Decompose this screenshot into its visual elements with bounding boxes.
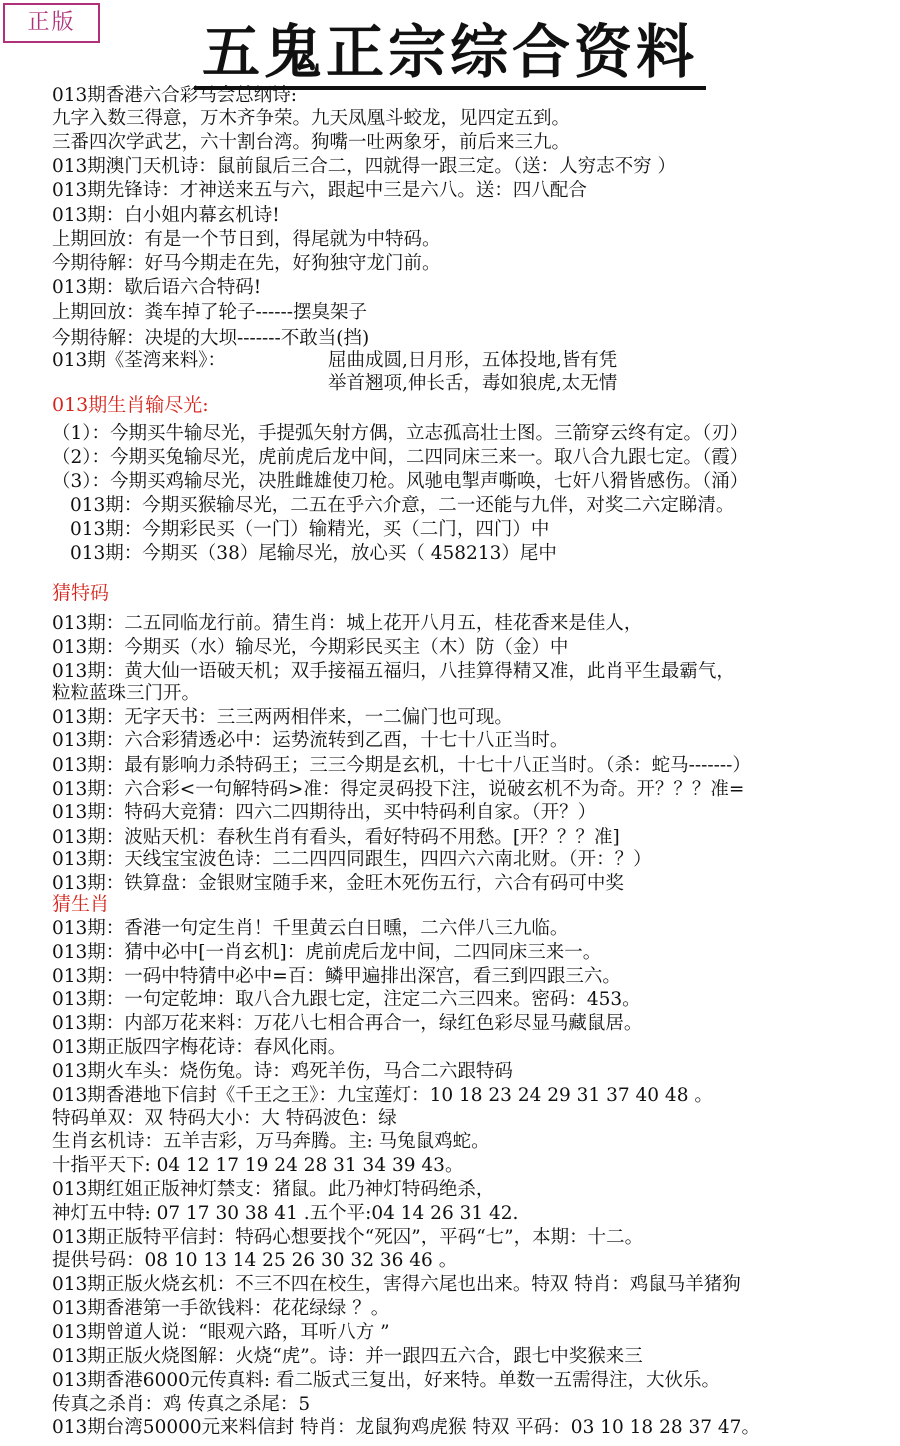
text-line: 013期《荃湾来料》： (52, 350, 227, 371)
text-line: 013期：内部万花来料：万花八七相合再合一，绿红色彩尽显马藏鼠居。 (52, 1013, 643, 1034)
text-line: 013期：白小姐内幕玄机诗! (52, 205, 280, 226)
text-line: 013期：一句定乾坤：取八合九跟七定，注定二六三四来。密码：453。 (52, 989, 641, 1010)
text-line: 013期红姐正版神灯禁支：猪鼠。此乃神灯特码绝杀， (52, 1179, 495, 1200)
text-line: 屈曲成圆,日月形，五体投地,皆有凭 (328, 350, 618, 371)
text-line: 特码单双：双 特码大小：大 特码波色：绿 (52, 1108, 397, 1129)
text-line: 013期：六合彩猜透必中：运势流转到乙酉，十七十八正当时。 (52, 730, 569, 751)
text-line: 013期：今期买猴输尽光，二五在乎六介意，二一还能与九伴，对奖二六定睇清。 (70, 495, 735, 516)
text-line: 013期正版火烧玄机：不三不四在校生，害得六尾也出来。特双 特肖：鸡鼠马羊猪狗 (52, 1274, 741, 1295)
text-line: 013期：一码中特猜中必中=百：鳞甲遍排出深宫，看三到四跟三六。 (52, 966, 621, 987)
text-line: 上期回放：粪车掉了轮子------摆臭架子 (52, 302, 368, 323)
text-line: （2）：今期买兔输尽光，虎前虎后龙中间，二四同床三来一。取八合九跟七定。（霞） (52, 447, 749, 468)
text-line: 013期台湾50000元来料信封 特肖：龙鼠狗鸡虎猴 特双 平码：03 10 18 28 37 47。 (52, 1417, 760, 1438)
edition-badge: 正版 (3, 3, 100, 43)
text-line: 013期正版火烧图解：火烧“虎”。诗：并一跟四五六合，跟七中奖猴来三 (52, 1346, 643, 1367)
text-line: 013期：六合彩<一句解特码>准：得定灵码投下注，说破玄机不为奇。开？？？准= (52, 779, 745, 800)
text-line: 013期：今期买（水）输尽光，今期彩民买主（木）防（金）中 (52, 637, 569, 658)
text-line: 粒粒蓝珠三门开。 (52, 683, 201, 704)
text-line: 举首翘项,伸长舌，毒如狼虎,太无情 (328, 373, 618, 394)
text-line: 生肖玄机诗：五羊吉彩，万马奔腾。主: 马兔鼠鸡蛇。 (52, 1131, 490, 1152)
text-line: 013期曾道人说：“眼观六路，耳听八方 ” (52, 1322, 390, 1343)
text-line: 九字入数三得意，万木齐争荣。九天凤凰斗蛟龙，见四定五到。 (52, 108, 571, 129)
text-line: 013期香港六合彩马会总纲诗: (52, 85, 298, 106)
text-line: 013期：香港一句定生肖！千里黄云白日曛，二六伴八三九临。 (52, 918, 569, 939)
text-line: 三番四次学武艺，六十割台湾。狗嘴一吐两象牙，前后来三九。 (52, 132, 571, 153)
text-line: 013期澳门天机诗：鼠前鼠后三合二，四就得一跟三定。（送：人穷志不穷 ） (52, 156, 676, 177)
text-line: 013期：特码大竞猜：四六二四期待出，买中特码利自家。（开？） (52, 802, 597, 823)
text-line: 十指平天下: 04 12 17 19 24 28 31 34 39 43。 (52, 1155, 464, 1176)
text-line: 013期：猜中必中[一肖玄机]：虎前虎后龙中间，二四同床三来一。 (52, 942, 602, 963)
text-line: 013期：天线宝宝波色诗：二二四四同跟生，四四六六南北财。（开：？） (52, 849, 652, 870)
text-line: 013期：黄大仙一语破天机；双手接福五福归，八挂算得精又准，此肖平生最霸气， (52, 661, 735, 682)
text-line: 神灯五中特: 07 17 30 38 41 .五个平:04 14 26 31 42. (52, 1203, 519, 1224)
text-line: 013期香港第一手欲钱料：花花绿绿 ？。 (52, 1298, 390, 1319)
text-line: 提供号码：08 10 13 14 25 26 30 32 36 46 。 (52, 1250, 458, 1271)
page-title (0, 18, 900, 86)
text-line: 013期香港6000元传真料: 看二版式三复出，好来特。单数一五需得注，大伙乐。 (52, 1370, 721, 1391)
text-line: 上期回放：有是一个节日到，得尾就为中特码。 (52, 229, 441, 250)
text-line: 013期：波贴天机：春秋生肖有看头，看好特码不用愁。[开？？？准] (52, 827, 620, 848)
text-line: 013期：铁算盘：金银财宝随手来，金旺木死伤五行，六合有码可中奖 (52, 873, 624, 894)
text-line: （3）：今期买鸡输尽光，决胜雌雄使刀枪。风驰电掣声嘶唤，七奸八猾皆感伤。（涌） (52, 471, 749, 492)
text-line: 013期正版特平信封：特码心想要找个“死囚”，平码“七”，本期：十二。 (52, 1227, 644, 1248)
text-line: 013期先锋诗：才神送来五与六，跟起中三是六八。送：四八配合 (52, 180, 587, 201)
text-line: 今期待解：决堤的大坝-------不敢当(挡) (52, 328, 370, 349)
section-heading: 猜特码 (52, 582, 110, 604)
text-line: 013期：无字天书：三三两两相伴来，一二偏门也可现。 (52, 707, 513, 728)
section-heading: 013期生肖输尽光: (52, 394, 209, 416)
text-line: （1）：今期买牛输尽光，手提弧矢射方偶，立志孤高壮士图。三箭穿云终有定。（刃） (52, 423, 749, 444)
text-line: 013期：二五同临龙行前。猜生肖：城上花开八月五，桂花香来是佳人， (52, 613, 643, 634)
text-line: 013期：今期彩民买（一门）输精光，买（二门，四门）中 (70, 519, 550, 540)
text-line: 今期待解：好马今期走在先，好狗独守龙门前。 (52, 253, 441, 274)
text-line: 传真之杀肖：鸡 传真之杀尾：5 (52, 1394, 311, 1415)
text-line: 013期：最有影响力杀特码王；三三今期是玄机，十七十八正当时。（杀：蛇马-------） (52, 755, 751, 776)
page-title-text: 五鬼正宗综合资料 (194, 18, 706, 90)
text-line: 013期火车头：烧伤兔。诗：鸡死羊伤，马合二六跟特码 (52, 1061, 513, 1082)
text-line: 013期：今期买（38）尾输尽光，放心买（ 458213）尾中 (70, 543, 557, 564)
text-line: 013期正版四字梅花诗：春风化雨。 (52, 1037, 347, 1058)
text-line: 013期香港地下信封《千王之王》：九宝莲灯：10 18 23 24 29 31 37 40 48 。 (52, 1085, 713, 1106)
text-line: 013期：歇后语六合特码! (52, 277, 262, 298)
section-heading: 猜生肖 (52, 893, 110, 915)
